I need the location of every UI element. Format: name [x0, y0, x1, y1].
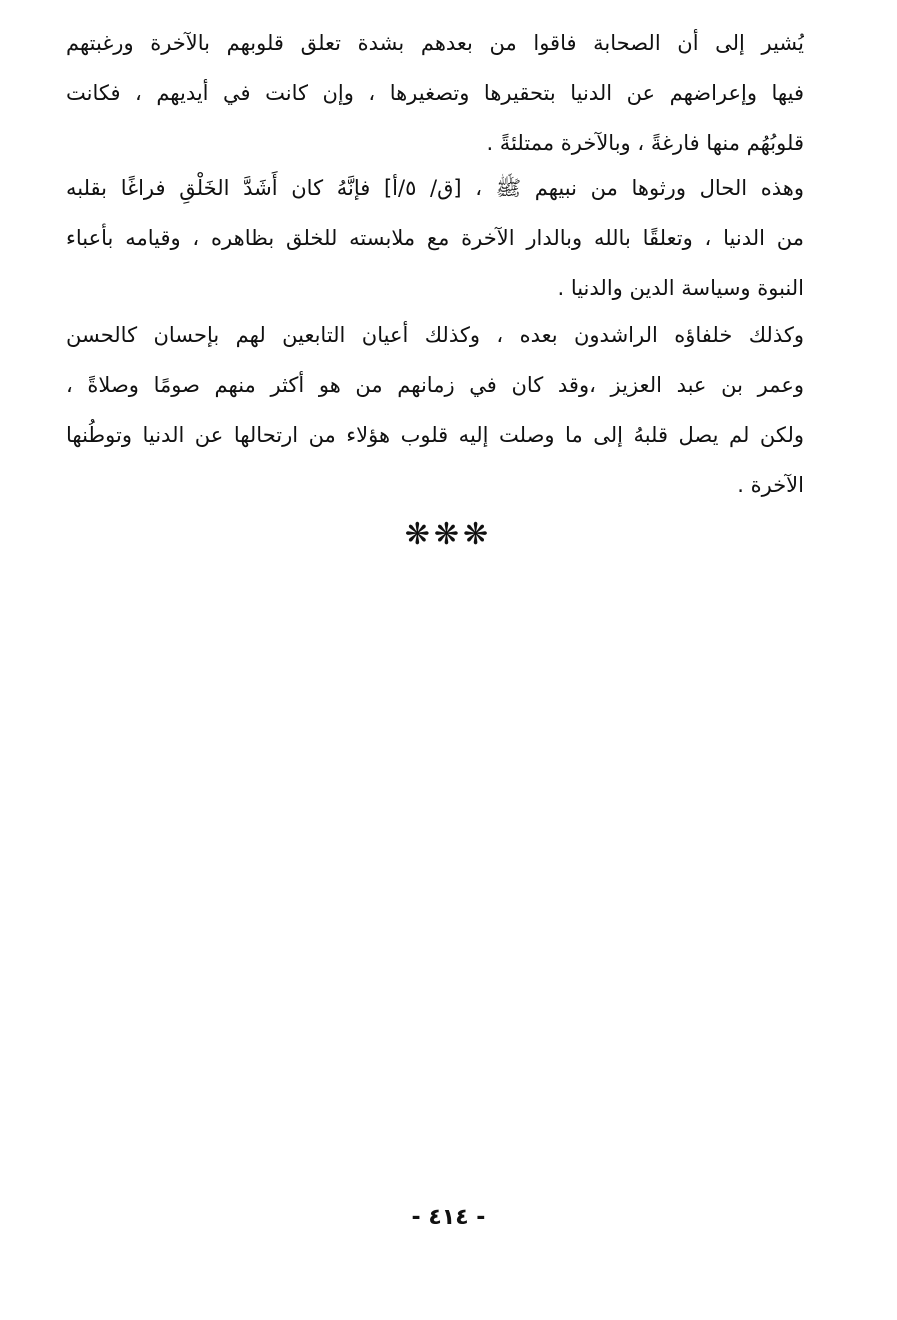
page-number: - ٤١٤ -	[411, 1205, 486, 1230]
text-line: ولكن لم يصل قلبهُ إلى ما وصلت إليه قلوب هؤلاء من ارتحالها عن الدنيا وتوطُنها	[66, 423, 804, 447]
section-separator: ❋❋❋	[404, 517, 493, 552]
text-line: الآخرة .	[737, 473, 804, 497]
text-line: قلوبُهُم منها فارغةً ، وبالآخرة ممتلئةً .	[486, 131, 804, 155]
text-line: النبوة وسياسة الدين والدنيا .	[557, 276, 804, 300]
text-line: وكذلك خلفاؤه الراشدون بعده ، وكذلك أعيان التابعين لهم بإحسان كالحسن	[66, 323, 804, 347]
paragraph-2	[66, 163, 804, 313]
text-line: يُشير إلى أن الصحابة فاقوا من بعدهم بشدة تعلق قلوبهم بالآخرة ورغبتهم	[66, 31, 804, 55]
text-line: فيها وإعراضهم عن الدنيا بتحقيرها وتصغيرها ، وإن كانت في أيديهم ، فكانت	[66, 81, 804, 105]
text-line: وهذه الحال ورثوها من نبيهم ﷺ ، [ق/ ٥/أ] فإنَّهُ كان أَشَدَّ الخَلْقِ فراغًا بقلبه	[66, 176, 804, 200]
text-line: من الدنيا ، وتعلقًا بالله وبالدار الآخرة مع ملابسته للخلق بظاهره ، وقيامه بأعباء	[66, 226, 804, 250]
text-line: وعمر بن عبد العزيز ،وقد كان في زمانهم من هو أكثر منهم صومًا وصلاةً ،	[66, 373, 804, 397]
paragraph-3	[66, 310, 804, 510]
paragraph-1	[66, 18, 804, 168]
